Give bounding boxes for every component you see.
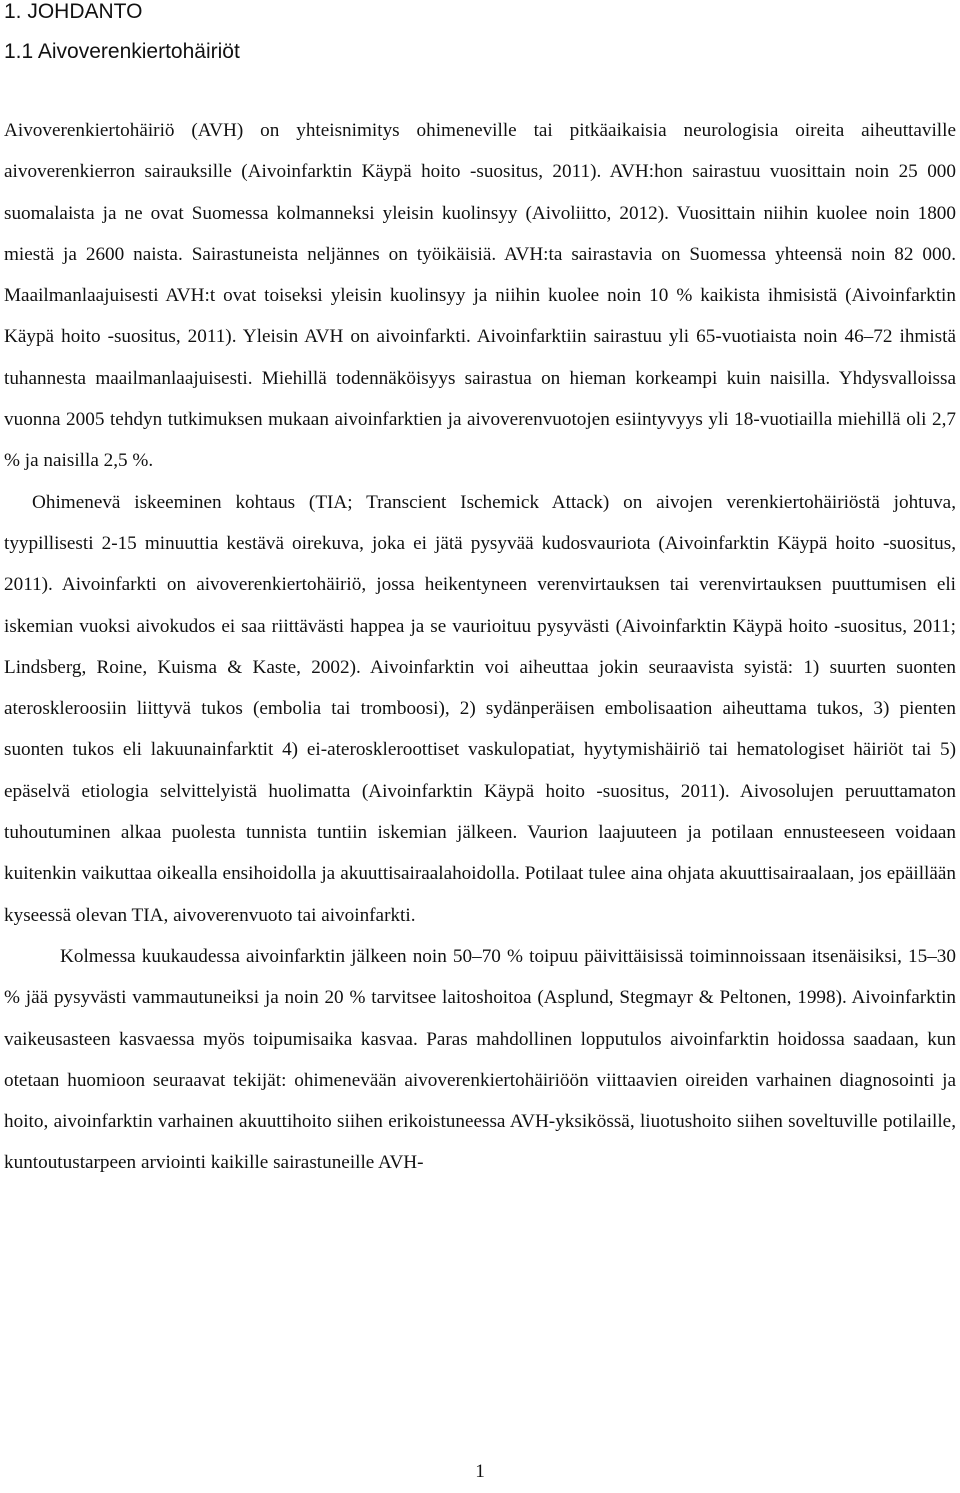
page-number: 1 xyxy=(475,1461,485,1482)
body-text xyxy=(4,110,956,1184)
paragraph-3: Kolmessa kuukaudessa aivoinfarktin jälkeen noin 50–70 % toipuu päivittäisissä toiminnoissaan itsenäisiksi, 15–30 % jää pysyvästi vammautuneiksi ja noin 20 % tarvitsee laitoshoitoa (Asplund, Stegmayr & Peltonen, 1998). Aivoinfarktin vaikeusasteen kasvaessa myös toipumisaika kasvaa. Paras mahdollinen lopputulos aivoinfarktin hoidossa saadaan, kun otetaan huomioon seuraavat tekijät: ohimenevään aivoverenkiertohäiriöön viittaavien oireiden varhainen diagnosointi ja hoito, aivoinfarktin varhainen akuuttihoito siihen erikoistuneessa AVH-yksikössä, liuotushoito siihen soveltuville potilaille, kuntoutustarpeen arviointi kaikille sairastuneille AVH- xyxy=(4,945,956,1174)
chapter-heading: 1. JOHDANTO xyxy=(4,0,143,23)
section-heading: 1.1 Aivoverenkiertohäiriöt xyxy=(4,40,240,63)
paragraph-2: Ohimenevä iskeeminen kohtaus (TIA; Transcient Ischemick Attack) on aivojen verenkiertohäiriöstä johtuva, tyypillisesti 2-15 minuuttia kestävä oirekuva, joka ei jätä pysyvää kudosvauriota (Aivoinfarktin Käypä hoito -suositus, 2011). Aivoinfarkti on aivoverenkiertohäiriö, jossa heikentyneen verenvirtauksen tai verenvirtauksen puuttumisen eli iskemian vuoksi aivokudos ei saa riittävästi happea ja se vaurioituu pysyvästi (Aivoinfarktin Käypä hoito -suositus, 2011; Lindsberg, Roine, Kuisma & Kaste, 2002). Aivoinfarktin voi aiheuttaa jokin seuraavista syistä: 1) suurten suonten ateroskleroosiin liittyvä tukos (embolia tai tromboosi), 2) sydänperäisen embolisaation aiheuttama tukos, 3) pienten suonten tukos eli lakuunainfarktit 4) ei-ateroskleroottiset vaskulopatiat, hyytymishäiriö tai hematologiset häiriöt tai 5) epäselvä etiologia selvittelyistä huolimatta (Aivoinfarktin Käypä hoito -suositus, 2011). Aivosolujen peruuttamaton tuhoutuminen alkaa puolesta tunnista tuntiin iskemian jälkeen. Vaurion laajuuteen ja potilaan ennusteeseen voidaan kuitenkin vaikuttaa oikealla ensihoidolla ja akuuttisairaalahoidolla. Potilaat tulee aina ohjata akuuttisairaalaan, jos epäillään kyseessä olevan TIA, aivoverenvuoto tai aivoinfarkti. xyxy=(4,491,956,926)
paragraph-1: Aivoverenkiertohäiriö (AVH) on yhteisnimitys ohimeneville tai pitkäaikaisia neurologisia oireita aiheuttaville aivoverenkierron sairauksille (Aivoinfarktin Käypä hoito -suositus, 2011). AVH:hon sairastuu vuosittain noin 25 000 suomalaista ja ne ovat Suomessa kolmanneksi yleisin kuolinsyy (Aivoliitto, 2012). Vuosittain niihin kuolee noin 1800 miestä ja 2600 naista. Sairastuneista neljännes on työikäisiä. AVH:ta sairastavia on Suomessa yhteensä noin 82 000. Maailmanlaajuisesti AVH:t ovat toiseksi yleisin kuolinsyy ja niihin kuolee noin 10 % kaikista ihmisistä (Aivoinfarktin Käypä hoito -suositus, 2011). Yleisin AVH on aivoinfarkti. Aivoinfarktiin sairastuu yli 65-vuotiaista noin 46–72 ihmistä tuhannesta maailmanlaajuisesti. Miehillä todennäköisyys sairastua on hieman korkeampi kuin naisilla. Yhdysvalloissa vuonna 2005 tehdyn tutkimuksen mukaan aivoinfarktien ja aivoverenvuotojen esiintyvyys yli 18-vuotiailla miehillä oli 2,7 % ja naisilla 2,5 %. xyxy=(4,120,956,472)
